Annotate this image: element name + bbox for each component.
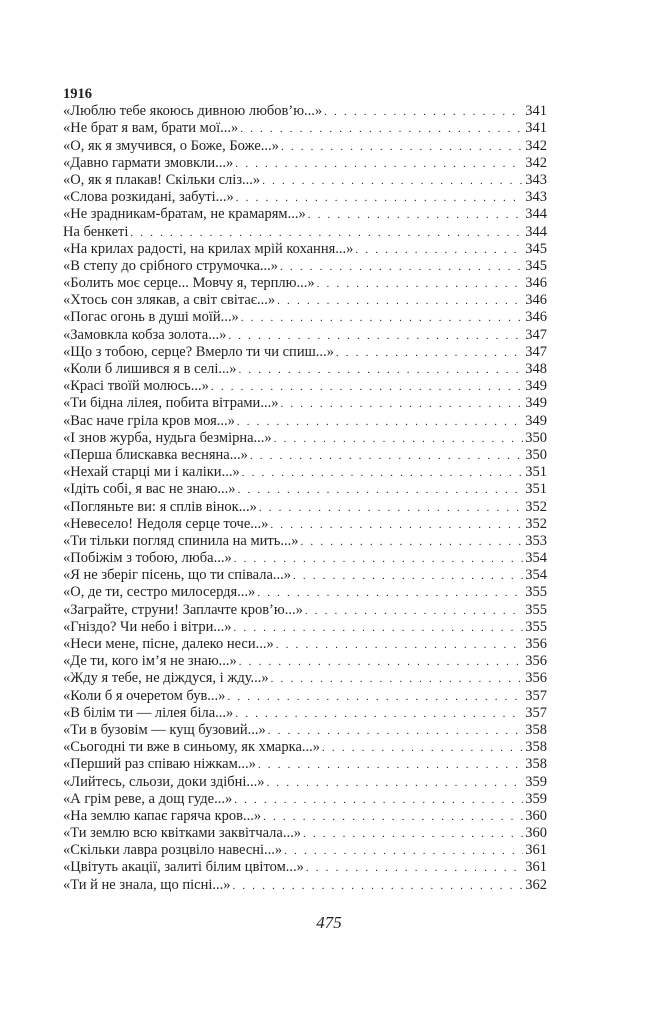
- toc-entry-title: «О, як я плакав! Скільки сліз...»: [63, 171, 261, 188]
- toc-entry-page-number: 362: [525, 876, 547, 893]
- toc-entry: [63, 120, 547, 137]
- toc-entry: [63, 567, 547, 584]
- toc-entry: [63, 499, 547, 516]
- toc-entry: [63, 653, 547, 670]
- toc-entry-page-number: 355: [525, 618, 547, 635]
- toc-entry: [63, 705, 547, 722]
- toc-entry-page-number: 343: [525, 171, 547, 188]
- dot-leader: [233, 620, 523, 636]
- toc-entry-page-number: 349: [525, 395, 547, 412]
- toc-entry-page-number: 358: [525, 756, 547, 773]
- dot-leader: [238, 482, 524, 498]
- toc-entry: [63, 877, 547, 894]
- toc-entry-title: «Ти тільки погляд спинила на мить...»: [63, 532, 299, 549]
- toc-entry-title: «Цвітуть акації, залиті білим цвітом...»: [63, 859, 304, 876]
- toc-entry-page-number: 358: [525, 739, 547, 756]
- dot-leader: [263, 809, 523, 825]
- toc-entry-title: «Вас наче гріла кров моя...»: [63, 412, 235, 429]
- toc-entry-title: «О, де ти, сестро милосердя...»: [63, 584, 256, 601]
- toc-entry-page-number: 359: [525, 773, 547, 790]
- dot-leader: [271, 671, 524, 687]
- dot-leader: [284, 843, 523, 859]
- toc-entry: [63, 842, 547, 859]
- toc-entry-title: «Що з тобою, серце? Вмерло ти чи спиш...»: [63, 343, 334, 360]
- toc-entry-page-number: 356: [525, 670, 547, 687]
- toc-entry-page-number: 347: [525, 343, 547, 360]
- toc-entry-title: «О, як я змучився, о Боже, Боже...»: [63, 137, 279, 154]
- dot-leader: [317, 276, 524, 292]
- toc-entry: [63, 309, 547, 326]
- toc-entry-title: «Ідіть собі, я вас не знаю...»: [63, 481, 236, 498]
- dot-leader: [239, 654, 523, 670]
- toc-entry-page-number: 346: [525, 275, 547, 292]
- toc-entry: [63, 224, 547, 241]
- toc-entry-title: «Люблю тебе якоюсь дивною любов’ю...»: [63, 103, 323, 120]
- dot-leader: [237, 414, 523, 430]
- dot-leader: [274, 431, 524, 447]
- dot-leader: [301, 534, 524, 550]
- toc-entry: [63, 602, 547, 619]
- toc-entry-title: «Гніздо? Чи небо і вітри...»: [63, 618, 232, 635]
- toc-entry-title: «Перша блискавка весняна...»: [63, 446, 248, 463]
- toc-entry-title: «Замовкла кобза золота...»: [63, 326, 227, 343]
- toc-entry-page-number: 345: [525, 257, 547, 274]
- dot-leader: [336, 345, 523, 361]
- toc-entry-page-number: 356: [525, 653, 547, 670]
- toc-entry: [63, 413, 547, 430]
- toc-entry-page-number: 351: [525, 481, 547, 498]
- toc-entry-title: «Неси мене, пісне, далеко неси...»: [63, 636, 274, 652]
- toc-entry-title: «Лийтесь, сльози, доки здібні...»: [63, 773, 265, 790]
- toc-entry: [63, 739, 547, 756]
- toc-entry: [63, 206, 547, 223]
- dot-leader: [277, 293, 523, 309]
- toc-entry: [63, 619, 547, 636]
- toc-entry-title: «Жду я тебе, не діждуся, і жду...»: [63, 670, 269, 687]
- toc-entry-title: «Заграйте, струни! Заплачте кров’ю...»: [63, 601, 303, 618]
- toc-entry-page-number: 342: [525, 137, 547, 154]
- toc-entry-page-number: 360: [525, 807, 547, 824]
- toc-entry-page-number: 344: [525, 206, 547, 223]
- toc-entry: [63, 859, 547, 876]
- toc-entry-title: «Ти бідна лілея, побита вітрами...»: [63, 395, 279, 412]
- toc-entry-title: «Нехай старці ми і каліки...»: [63, 464, 240, 481]
- toc-entry-title: «На землю капає гаряча кров...»: [63, 807, 262, 824]
- dot-leader: [276, 637, 524, 653]
- toc-entry-page-number: 354: [525, 567, 547, 584]
- toc-entry-page-number: 351: [525, 464, 547, 481]
- toc-entry-title: «Сьогодні ти вже в синьому, як хмарка...»: [63, 739, 321, 756]
- dot-leader: [235, 706, 523, 722]
- toc-entry-title: «Не брат я вам, брати мої...»: [63, 120, 239, 137]
- dot-leader: [322, 740, 523, 756]
- toc-entry: [63, 464, 547, 481]
- dot-leader: [257, 585, 523, 601]
- toc-entry-page-number: 352: [525, 515, 547, 532]
- toc-entry-title: «В білім ти — лілея біла...»: [63, 704, 234, 721]
- toc-entry: [63, 636, 547, 653]
- toc-entry: [63, 189, 547, 206]
- toc-entry-title: «На крилах радості, на крилах мрій кохання...»: [63, 240, 354, 257]
- toc-entry-title: На бенкеті: [63, 223, 129, 240]
- toc-entry: [63, 447, 547, 464]
- dot-leader: [240, 121, 523, 137]
- toc-entry-page-number: 354: [525, 550, 547, 567]
- toc-entry-title: «Перший раз співаю ніжкам...»: [63, 756, 256, 773]
- toc-entry-page-number: 348: [525, 361, 547, 377]
- toc-entry-page-number: 347: [525, 326, 547, 343]
- dot-leader: [262, 173, 523, 189]
- dot-leader: [355, 242, 523, 258]
- dot-leader: [234, 792, 523, 808]
- toc-entry-title: «Красі твоїй молюсь...»: [63, 378, 209, 395]
- toc-entry-page-number: 355: [525, 601, 547, 618]
- toc-entry-page-number: 353: [525, 532, 547, 549]
- dot-leader: [280, 259, 523, 275]
- toc-entry-page-number: 343: [525, 189, 547, 206]
- toc-list: [63, 103, 547, 894]
- toc-entry-title: «Ти землю всю квітками заквітчала...»: [63, 825, 301, 842]
- dot-leader: [250, 448, 523, 464]
- toc-entry-page-number: 341: [525, 120, 547, 137]
- toc-entry-title: «Коли б я очеретом був...»: [63, 687, 226, 704]
- toc-entry-page-number: 361: [525, 859, 547, 876]
- toc-entry-title: «В степу до срібного струмочка...»: [63, 257, 279, 274]
- toc-entry-title: «Де ти, кого ім’я не знаю...»: [63, 653, 237, 670]
- toc-entry: [63, 344, 547, 361]
- toc-entry-title: «Давно гармати змовкли...»: [63, 154, 234, 171]
- dot-leader: [306, 860, 523, 876]
- toc-entry: [63, 395, 547, 412]
- toc-entry: [63, 258, 547, 275]
- dot-leader: [235, 156, 523, 172]
- dot-leader: [305, 603, 523, 619]
- dot-leader: [303, 826, 523, 842]
- toc-entry: [63, 550, 547, 567]
- dot-leader: [268, 723, 524, 739]
- toc-entry-title: «Скільки лавра розцвіло навесні...»: [63, 842, 283, 859]
- toc-entry-title: «Невесело! Недоля серце точе...»: [63, 515, 269, 532]
- toc-entry: [63, 670, 547, 687]
- toc-entry: [63, 791, 547, 808]
- toc-entry: [63, 722, 547, 739]
- dot-leader: [211, 379, 523, 395]
- toc-entry: [63, 774, 547, 791]
- dot-leader: [234, 551, 524, 567]
- toc-entry-page-number: 346: [525, 292, 547, 309]
- toc-entry: [63, 430, 547, 447]
- toc-entry: [63, 808, 547, 825]
- toc-entry-page-number: 349: [525, 378, 547, 395]
- table-of-contents: [63, 86, 547, 894]
- toc-entry-title: «Хтось сон злякав, а світ світає...»: [63, 292, 276, 309]
- dot-leader: [280, 396, 523, 412]
- toc-entry: [63, 292, 547, 309]
- dot-leader: [308, 207, 524, 223]
- dot-leader: [233, 878, 524, 894]
- toc-entry-page-number: 359: [525, 790, 547, 807]
- dot-leader: [259, 500, 523, 516]
- toc-entry: [63, 584, 547, 601]
- toc-entry: [63, 327, 547, 344]
- toc-entry-title: «І знов журба, нудьга безмірна...»: [63, 429, 272, 446]
- dot-leader: [228, 328, 523, 344]
- dot-leader: [258, 757, 523, 773]
- toc-entry-title: «Слова розкидані, забуті...»: [63, 189, 234, 206]
- toc-entry-page-number: 344: [525, 223, 547, 240]
- toc-entry-title: «Побіжім з тобою, люба...»: [63, 550, 232, 567]
- toc-entry: [63, 825, 547, 842]
- toc-entry: [63, 688, 547, 705]
- toc-entry: [63, 275, 547, 292]
- toc-entry-page-number: 346: [525, 309, 547, 326]
- toc-entry: [63, 138, 547, 155]
- toc-entry-title: «Ти й не знала, що пісні...»: [63, 876, 231, 893]
- toc-entry-page-number: 342: [525, 154, 547, 171]
- toc-entry-title: «Погас огонь в душі моїй...»: [63, 309, 239, 326]
- toc-entry: [63, 481, 547, 498]
- toc-entry-page-number: 350: [525, 429, 547, 446]
- toc-entry-page-number: 355: [525, 584, 547, 601]
- toc-entry-page-number: 358: [525, 721, 547, 738]
- toc-entry-title: «Ти в бузовім — кущ бузовий...»: [63, 721, 266, 738]
- page-number: 475: [316, 913, 342, 932]
- toc-entry-title: «Коли б лишився я в селі...»: [63, 361, 237, 377]
- toc-entry: [63, 241, 547, 258]
- dot-leader: [236, 190, 524, 206]
- toc-entry-title: «Не зрадникам-братам, не крамарям...»: [63, 206, 306, 223]
- toc-entry-title: «Я не зберіг пісень, що ти співала...»: [63, 567, 292, 584]
- dot-leader: [241, 310, 523, 326]
- toc-entry-page-number: 360: [525, 825, 547, 842]
- dot-leader: [270, 517, 523, 533]
- dot-leader: [293, 568, 523, 584]
- dot-leader: [130, 225, 523, 241]
- section-heading-year: 1916: [63, 86, 92, 102]
- toc-entry-title: «А грім реве, а дощ гуде...»: [63, 790, 233, 807]
- toc-entry-page-number: 357: [525, 704, 547, 721]
- toc-entry-page-number: 357: [525, 687, 547, 704]
- toc-entry: [63, 516, 547, 533]
- toc-entry-page-number: 345: [525, 240, 547, 257]
- toc-entry-title: «Болить моє серце... Мовчу я, терплю...»: [63, 275, 315, 292]
- toc-entry-page-number: 349: [525, 412, 547, 429]
- toc-entry-page-number: 356: [525, 636, 547, 652]
- dot-leader: [227, 689, 523, 705]
- toc-entry: [63, 378, 547, 395]
- toc-entry: [63, 103, 547, 120]
- toc-entry-title: «Погляньте ви: я сплів вінок...»: [63, 498, 257, 515]
- dot-leader: [239, 362, 524, 378]
- dot-leader: [242, 465, 524, 481]
- toc-entry-page-number: 361: [525, 842, 547, 859]
- toc-entry: [63, 361, 547, 378]
- toc-entry-page-number: 352: [525, 498, 547, 515]
- toc-entry-page-number: 341: [525, 103, 547, 120]
- toc-entry-page-number: 350: [525, 446, 547, 463]
- dot-leader: [267, 775, 524, 791]
- toc-entry: [63, 533, 547, 550]
- dot-leader: [324, 104, 523, 120]
- toc-entry: [63, 172, 547, 189]
- dot-leader: [281, 139, 523, 155]
- toc-entry: [63, 155, 547, 172]
- toc-entry: [63, 756, 547, 773]
